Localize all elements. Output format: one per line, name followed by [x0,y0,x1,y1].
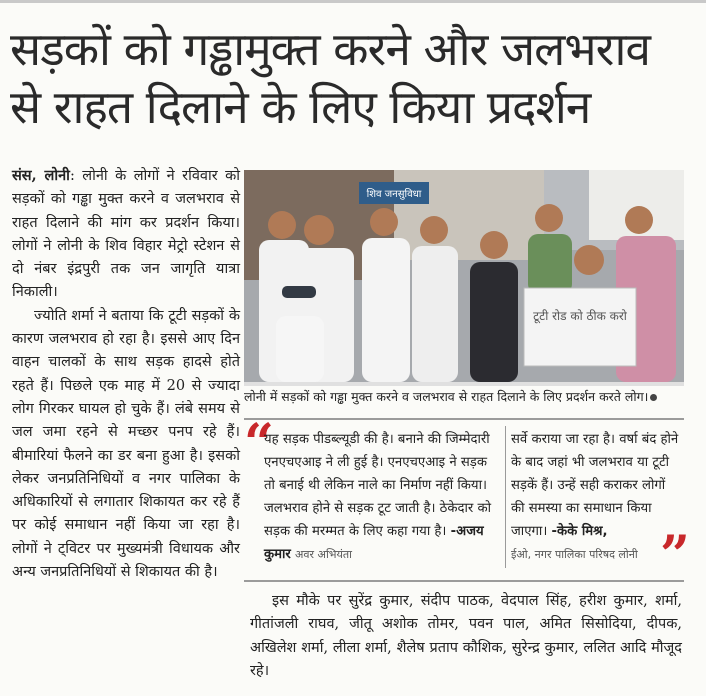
quote-engineer-role: अवर अभियंता [295,548,353,561]
photo-caption-text: लोनी में सड़कों को गड्ढा मुक्त करने व जलभराव से राहत दिलाने के लिए प्रदर्शन करते लोग। [244,389,649,404]
quote-engineer-text: यह सड़क पीडब्ल्यूडी की है। बनाने की जिम्मेदारी एनएचएआइ ने ली हुई है। एनएचएआइ ने सड़क तो बनाई थी लेकिन नाले का निर्माण नहीं किया। जलभराव होने से सड़क टूट जाती है। ठेकेदार को सड़क की मरम्मत के लिए कहा गया है। [264,432,491,539]
left-paragraph-2: ज्योति शर्मा ने बताया कि टूटी सड़कों के कारण जलभराव हो रहा है। इससे आए दिन वाहन चालकों के साथ सड़क हादसे होते रहते हैं। पिछले एक माह में 20 से ज्यादा लोग गिरकर घायल हो चुके हैं। लंबे समय से जल जमा रहने से मच्छर पनप रहे हैं। बीमारियां फैलने का डर बना हुआ है। इसको लेकर जनप्रतिनिधियों व नगर पालिका के अधिकारियों से लगातार शिकायत कर रहे हैं पर कोई समाधान नहीं किया जा रहा है। लोगों ने ट्विटर पर मुख्यमंत्री विधायक और अन्य जनप्रतिनिधियों से शिकायत की है। [12,307,240,581]
attendees-paragraph: इस मौके पर सुरेंद्र कुमार, संदीप पाठक, वेदपाल सिंह, हरीश कुमार, शर्मा, गीतांजली राघव, जीतू अशोक तोमर, पवन पाल, अमित सिसोदिया, दीपक, अखिलेश शर्मा, लीला शर्मा, शैलेष प्रताप कौशिक, सुरेन्द्र कुमार, ललित आदि मौजूद रहे। [250,593,682,679]
quote-eo-role: ईओ, नगर पालिका परिषद लोनी [511,548,638,561]
headline-line-2: से राहत दिलाने के लिए किया प्रदर्शन [10,80,591,134]
quote-divider [505,426,506,568]
photo-placard: टूटी रोड को ठीक करो [533,309,627,323]
caption-end-dot-icon [650,394,657,401]
quote-eo [511,428,681,566]
headline [10,20,700,136]
dateline: संस, लोनी [12,167,70,184]
quote-eo-name: -केके मिश्र, [551,524,608,539]
headline-line-1: सड़कों को गड्ढामुक्त करने और जलभराव [10,22,650,76]
left-paragraph-1-text: : लोनी के लोगों ने रविवार को सड़कों को गड्ढा मुक्त करने व जलभराव से राहत दिलाने की मांग कर प्रदर्शन किया। लोगों ने लोनी के शिव विहार मेट्रो स्टेशन से दो नंबर इंद्रपुरी तक जन जागृति यात्रा निकाली। [12,168,240,301]
news-photo [244,170,684,382]
left-paragraph-1 [12,164,240,305]
quote-engineer [264,428,498,566]
quote-engineer-name: -अजय कुमार [264,524,484,562]
close-quote-icon: ” [660,525,690,586]
open-quote-icon: “ [244,413,274,474]
top-rule [0,0,706,3]
photo-caption [244,388,684,406]
protest-photo-illustration [244,170,684,382]
photo-signboard: शिव जनसुविधा [366,189,422,200]
left-column [12,164,240,584]
quote-eo-text: सर्वे कराया जा रहा है। वर्षा बंद होने के बाद जहां भी जलभराव या टूटी सड़कें हैं। उन्हें सही कराकर लोगों की समस्या का समाधान किया जाएगा। [511,432,679,539]
photo-caption-bar [244,382,684,386]
